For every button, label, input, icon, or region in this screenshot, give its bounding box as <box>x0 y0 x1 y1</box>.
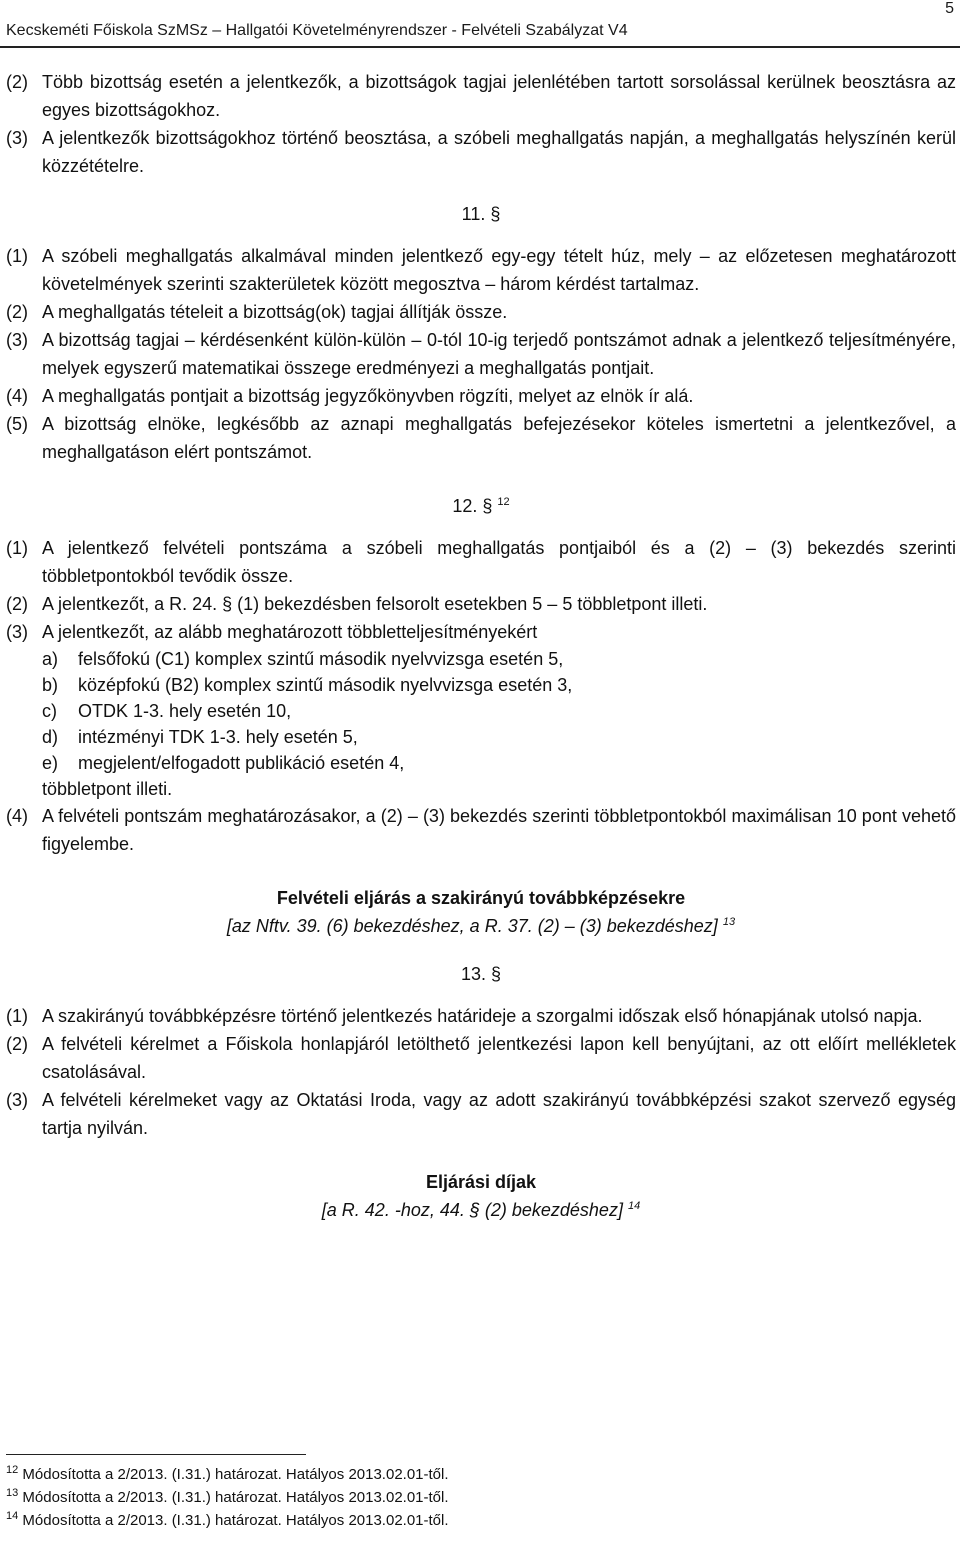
paragraph-text: A felvételi kérelmet a Főiskola honlapjáról letölthető jelentkezési lapon kell benyújtani, az ott előírt mellékletek csatolásával. <box>42 1034 956 1082</box>
chapter-title: Felvételi eljárás a szakirányú továbbképzésekre <box>276 888 686 908</box>
paragraph-text: Több bizottság esetén a jelentkezők, a bizottságok tagjai jelenlétében tartott sorsolással kerülnek beosztásra az egyes bizottságokhoz. <box>42 72 956 120</box>
footnote-text: Módosította a 2/2013. (I.31.) határozat. Hatályos 2013.02.01-től. <box>22 1489 449 1506</box>
paragraph-number: (3) <box>6 128 28 148</box>
paragraph <box>6 410 956 466</box>
footnote-ref[interactable]: 14 <box>627 1200 641 1212</box>
paragraph-number: (2) <box>6 1034 28 1054</box>
footnote-text: Módosította a 2/2013. (I.31.) határozat. Hatályos 2013.02.01-től. <box>22 1512 449 1529</box>
footnote-text: Módosította a 2/2013. (I.31.) határozat. Hatályos 2013.02.01-től. <box>22 1466 449 1483</box>
list-closing-text: többletpont illeti. <box>42 779 173 799</box>
footnote-number: 12 <box>6 1464 19 1476</box>
paragraph <box>6 590 956 618</box>
footnote <box>6 1463 956 1486</box>
paragraph-text: A meghallgatás tételeit a bizottság(ok) tagjai állítják össze. <box>42 302 508 322</box>
paragraph <box>6 382 956 410</box>
paragraph-text: A szakirányú továbbképzésre történő jelentkezés határideje a szorgalmi időszak első hónapjának utolsó napja. <box>42 1006 923 1026</box>
paragraph-number: (2) <box>6 72 28 92</box>
paragraph <box>6 1086 956 1142</box>
paragraph-number: (5) <box>6 414 28 434</box>
chapter-subtitle <box>6 912 956 940</box>
footnote-ref[interactable]: 12 <box>497 496 510 508</box>
paragraph-text: A jelentkezők bizottságokhoz történő beosztása, a szóbeli meghallgatás napján, a meghallgatás helyszínén kerül közzétételre. <box>42 128 956 176</box>
footnote <box>6 1486 956 1509</box>
paragraph <box>6 802 956 858</box>
paragraph-number: (3) <box>6 622 28 642</box>
paragraph-text: A jelentkezőt, az alább meghatározott többletteljesítményekért <box>42 622 538 642</box>
paragraph-number: (4) <box>6 386 28 406</box>
bonus-point-list <box>6 646 956 776</box>
chapter-subtitle <box>6 1196 956 1224</box>
paragraph-number: (1) <box>6 246 28 266</box>
paragraph-number: (2) <box>6 594 28 614</box>
list-item <box>42 672 956 698</box>
paragraph <box>6 242 956 298</box>
paragraph <box>6 618 956 646</box>
list-text: OTDK 1-3. hely esetén 10, <box>78 701 292 721</box>
footnotes <box>6 1454 956 1532</box>
paragraph <box>6 1002 956 1030</box>
section-heading-text: 12. § <box>452 496 493 516</box>
paragraph-text: A jelentkezőt, a R. 24. § (1) bekezdésben felsorolt esetekben 5 – 5 többletpont illeti. <box>42 594 708 614</box>
footnote-ref[interactable]: 13 <box>722 916 736 928</box>
paragraph-text: A bizottság elnöke, legkésőbb az aznapi meghallgatás befejezésekor köteles ismertetni a jelentkezővel, a meghallgatáson elért pontszámot. <box>42 414 956 462</box>
list-letter: c) <box>42 701 57 721</box>
paragraph-text: A bizottság tagjai – kérdésenként külön-külön – 0-tól 10-ig terjedő pontszámot adnak a jelentkező teljesítményére, melyek egyszerű matematikai összege eredményezi a meghallgatás pontjait. <box>42 330 956 378</box>
footnote-rule <box>6 1454 306 1455</box>
list-item <box>42 698 956 724</box>
list-text: felsőfokú (C1) komplex szintű második nyelvvizsga esetén 5, <box>78 649 564 669</box>
paragraph-text: A meghallgatás pontjait a bizottság jegyzőkönyvben rögzíti, melyet az elnök ír alá. <box>42 386 694 406</box>
list-letter: d) <box>42 727 59 747</box>
section-heading-13: 13. § <box>460 964 502 984</box>
footnote-number: 13 <box>6 1487 19 1499</box>
list-letter: a) <box>42 649 59 669</box>
paragraph-number: (1) <box>6 1006 28 1026</box>
list-letter: b) <box>42 675 59 695</box>
footnote-number: 14 <box>6 1510 19 1522</box>
paragraph-number: (4) <box>6 806 28 826</box>
list-letter: e) <box>42 753 59 773</box>
page-number: 5 <box>945 0 954 17</box>
list-text: megjelent/elfogadott publikáció esetén 4, <box>78 753 405 773</box>
document-body <box>6 68 956 1224</box>
paragraph <box>6 534 956 590</box>
paragraph-text: A szóbeli meghallgatás alkalmával minden jelentkező egy-egy tételt húz, mely – az előzetesen meghatározott követelmények szerinti szakterületek között megosztva – három kérdést tartalmaz. <box>42 246 956 294</box>
chapter-title: Eljárási díjak <box>425 1172 537 1192</box>
running-header: Kecskeméti Főiskola SzMSz – Hallgatói Követelményrendszer - Felvételi Szabályzat V4 <box>6 22 628 39</box>
paragraph <box>6 124 956 180</box>
paragraph-text: A jelentkező felvételi pontszáma a szóbeli meghallgatás pontjaiból és a (2) – (3) bekezdés szerinti többletpontokból tevődik össze. <box>42 538 956 586</box>
section-heading-12 <box>6 492 956 520</box>
paragraph <box>6 326 956 382</box>
paragraph <box>6 1030 956 1086</box>
list-item <box>42 724 956 750</box>
list-text: intézményi TDK 1-3. hely esetén 5, <box>78 727 358 747</box>
header-rule <box>0 46 960 48</box>
paragraph <box>6 68 956 124</box>
list-item <box>42 646 956 672</box>
paragraph <box>6 298 956 326</box>
chapter-subtitle-text: [a R. 42. -hoz, 44. § (2) bekezdéshez] <box>321 1200 623 1220</box>
paragraph-number: (2) <box>6 302 28 322</box>
paragraph-number: (1) <box>6 538 28 558</box>
paragraph-number: (3) <box>6 1090 28 1110</box>
footnote <box>6 1509 956 1532</box>
paragraph-text: A felvételi pontszám meghatározásakor, a (2) – (3) bekezdés szerinti többletpontokból maximálisan 10 pont vehető figyelembe. <box>42 806 956 854</box>
list-text: középfokú (B2) komplex szintű második nyelvvizsga esetén 3, <box>78 675 573 695</box>
chapter-subtitle-text: [az Nftv. 39. (6) bekezdéshez, a R. 37. (2) – (3) bekezdéshez] <box>226 916 718 936</box>
paragraph-number: (3) <box>6 330 28 350</box>
list-item <box>42 750 956 776</box>
paragraph-text: A felvételi kérelmeket vagy az Oktatási Iroda, vagy az adott szakirányú továbbképzési szakot szervező egység tartja nyilván. <box>42 1090 956 1138</box>
section-heading-11: 11. § <box>461 204 501 224</box>
